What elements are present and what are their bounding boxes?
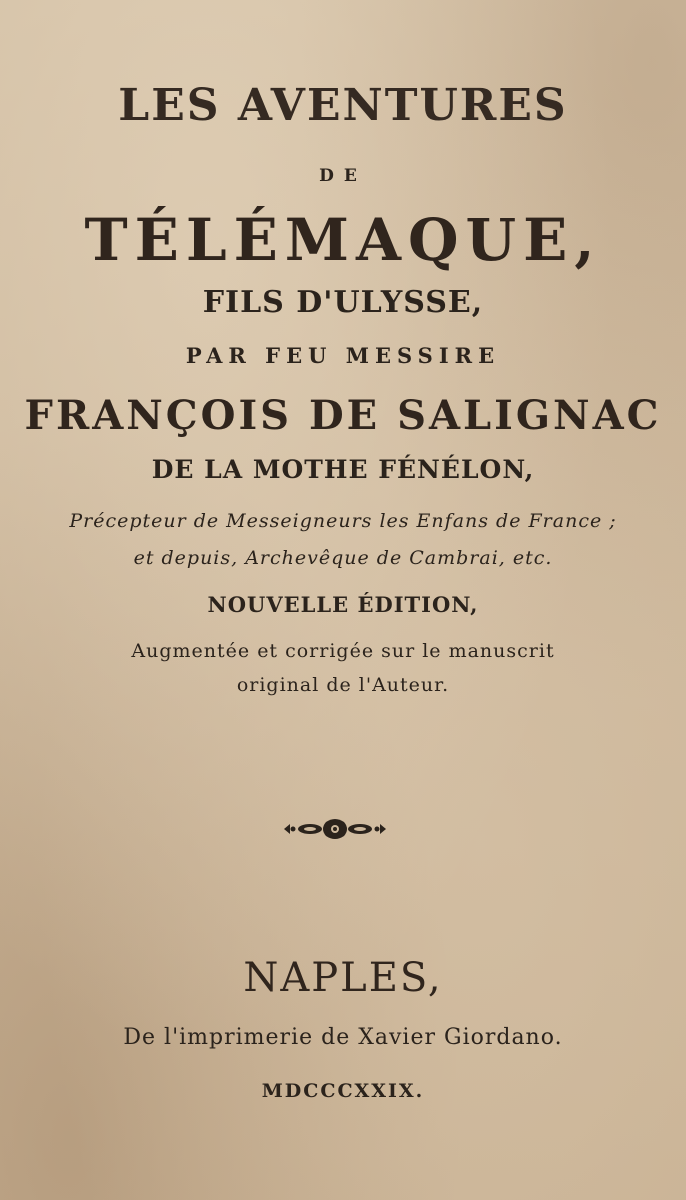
imprint-city: NAPLES, xyxy=(243,955,443,1001)
printer-ornament-icon xyxy=(280,814,390,844)
author-name-line-2: DE LA MOTHE FÉNÉLON, xyxy=(151,455,535,484)
author-name-line-1: FRANÇOIS DE SALIGNAC xyxy=(24,392,662,439)
author-role-line-2: et depuis, Archevêque de Cambrai, etc. xyxy=(133,547,553,569)
edition-label: NOUVELLE ÉDITION, xyxy=(207,592,479,617)
edition-note-line-1: Augmentée et corrigée sur le manuscrit xyxy=(131,640,555,662)
title-connector: DE xyxy=(319,166,367,186)
edition-note-line-2: original de l'Auteur. xyxy=(236,674,450,696)
subtitle: FILS D'ULYSSE, xyxy=(202,285,484,320)
imprint-year: MDCCCXXIX. xyxy=(261,1080,425,1102)
title-line-2: TÉLÉMAQUE, xyxy=(84,206,602,274)
imprint-printer: De l'imprimerie de Xavier Giordano. xyxy=(123,1025,563,1050)
title-line-1: LES AVENTURES xyxy=(118,80,568,131)
by-line: PAR FEU MESSIRE xyxy=(185,343,501,368)
author-role-line-1: Précepteur de Messeigneurs les Enfans de France ; xyxy=(69,510,617,532)
